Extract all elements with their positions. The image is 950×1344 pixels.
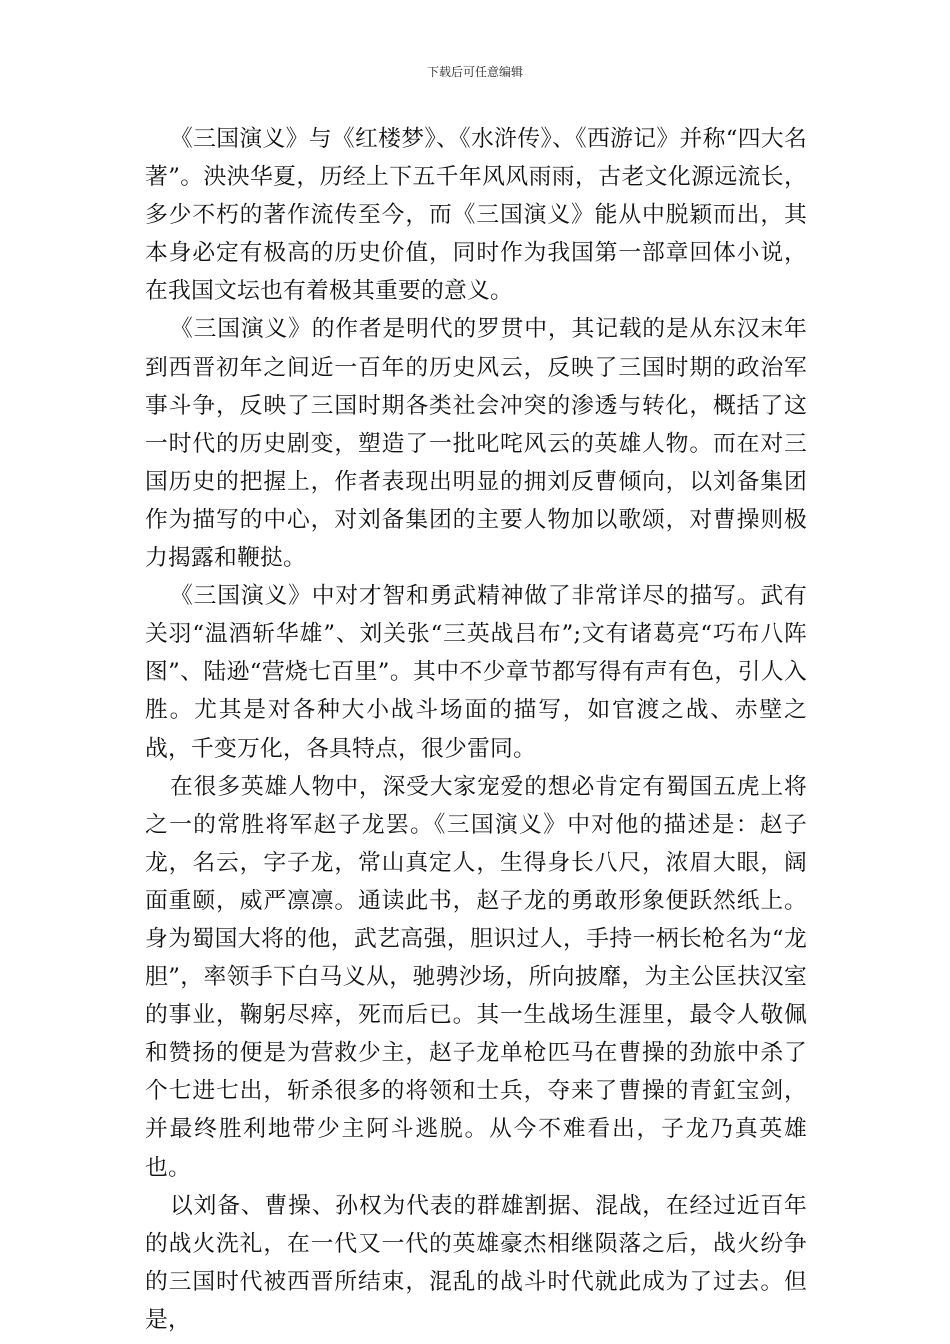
paragraph-4: 在很多英雄人物中，深受大家宠爱的想必肯定有蜀国五虎上将之一的常胜将军赵子龙罢。《三国演义》中对他的描述是：赵子龙，名云，字子龙，常山真定人，生得身长八尺，浓眉大眼，阔面重颐，威严凛凛。通读此书，赵子龙的勇敢形象便跃然纸上。身为蜀国大将的他，武艺高强，胆识过人，手持一柄长枪名为“龙胆”，率领手下白马义从，驰骋沙场，所向披靡，为主公匡扶汉室的事业，鞠躬尽瘁，死而后已。其一生战场生涯里，最令人敬佩和赞扬的便是为营救少主，赵子龙单枪匹马在曹操的劲旅中杀了个七进七出，斩杀很多的将领和士兵，夺来了曹操的青釭宝剑，并最终胜利地带少主阿斗逃脱。从今不难看出，子龙乃真英雄也。 <box>145 773 807 1181</box>
document-body <box>145 120 807 1339</box>
paragraph-5: 以刘备、曹操、孙权为代表的群雄割据、混战，在经过近百年的战火洗礼，在一代又一代的英雄豪杰相继陨落之后，战火纷争的三国时代被西晋所结束，混乱的战斗时代就此成为了过去。但是， <box>145 1192 807 1333</box>
paragraph-1: 《三国演义》与《红楼梦》、《水浒传》、《西游记》并称“四大名著”。泱泱华夏，历经上下五千年风风雨雨，古老文化源远流长，多少不朽的著作流传至今，而《三国演义》能从中脱颖而出，其本身必定有极高的历史价值，同时作为我国第一部章回体小说，在我国文坛也有着极其重要的意义。 <box>145 126 807 305</box>
paragraph-2: 《三国演义》的作者是明代的罗贯中，其记载的是从东汉末年到西晋初年之间近一百年的历史风云，反映了三国时期的政治军事斗争，反映了三国时期各类社会冲突的渗透与转化，概括了这一时代的历史剧变，塑造了一批叱咤风云的英雄人物。而在对三国历史的把握上，作者表现出明显的拥刘反曹倾向，以刘备集团作为描写的中心，对刘备集团的主要人物加以歌颂，对曹操则极力揭露和鞭挞。 <box>145 316 807 572</box>
paragraph-3: 《三国演义》中对才智和勇武精神做了非常详尽的描写。武有关羽“温酒斩华雄”、刘关张“三英战吕布”;文有诸葛亮“巧布八阵图”、陆逊“营烧七百里”。其中不少章节都写得有声有色，引人入胜。尤其是对各种大小战斗场面的描写，如官渡之战、赤壁之战，千变万化，各具特点，很少雷同。 <box>145 583 807 762</box>
page-header: 下载后可任意编辑 <box>426 65 523 79</box>
